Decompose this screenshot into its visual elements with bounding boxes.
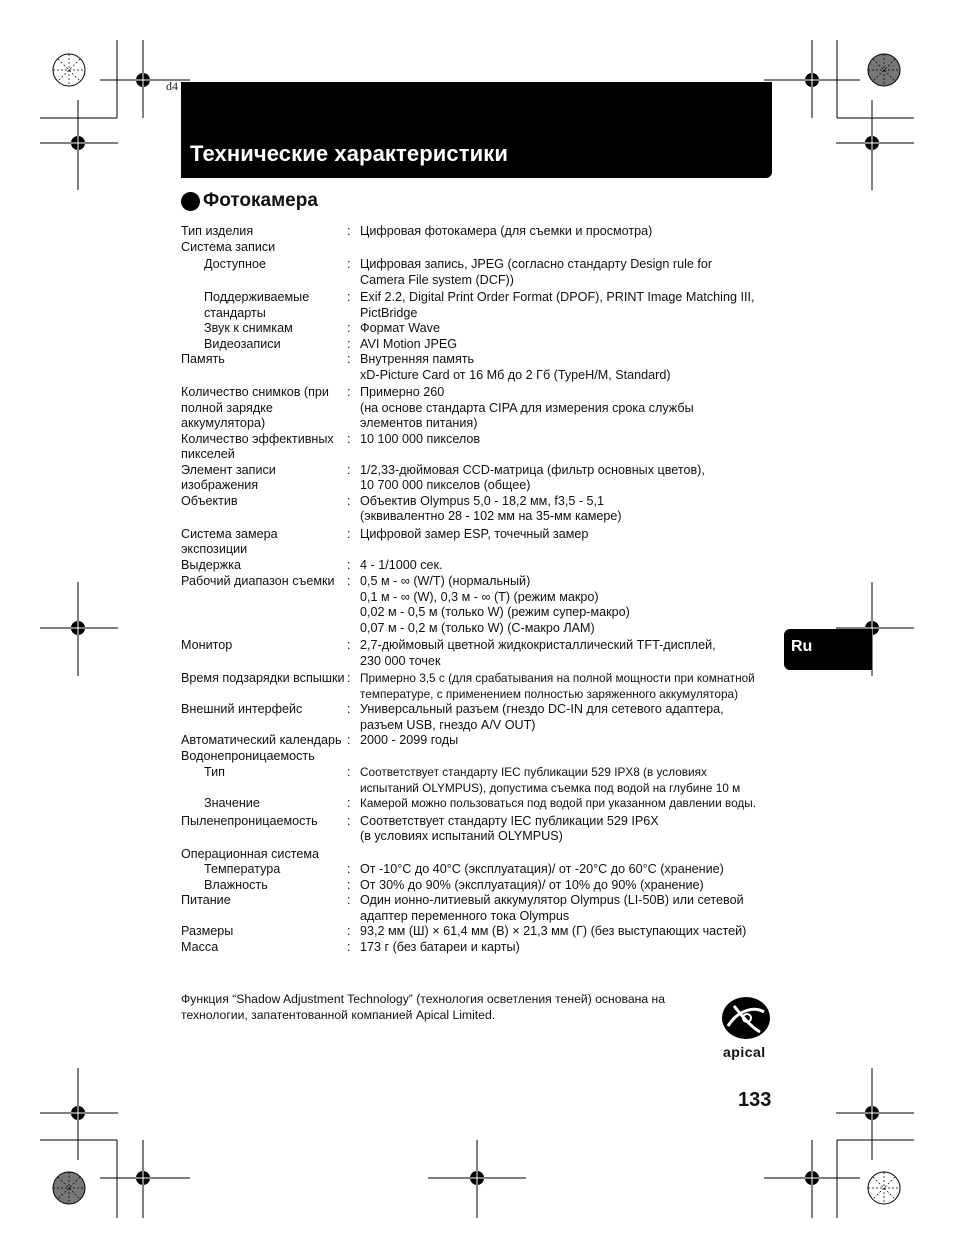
spec-label: Звук к снимкам [204,321,293,335]
spec-value-line: Exif 2.2, Digital Print Order Format (DPOF), PRINT Image Matching III, [360,290,755,304]
spec-separator: : [347,385,351,399]
spec-label: Количество эффективных пикселей [181,431,334,461]
spec-value-line: Примерно 3,5 с (для срабатывания на полной мощности при комнатной [360,671,755,685]
spec-row [181,574,781,636]
spec-value [360,352,781,383]
spec-value [360,796,781,812]
spec-value-line: 0,07 м - 0,2 м (только W) (С-макро ЛАМ) [360,620,595,635]
spec-label: Температура [204,862,281,876]
spec-value-line: Соответствует стандарту IEC публикации 529 IPX8 (в условиях [360,765,707,779]
spec-row [181,924,781,940]
spec-value-line: 10 700 000 пикселов (общее) [360,478,531,492]
spec-value [360,337,781,353]
spec-separator: : [347,526,351,541]
spec-separator: : [347,813,351,828]
page-title: Технические характеристики [190,141,508,166]
spec-separator: : [347,336,351,351]
spec-separator: : [347,462,351,477]
section-title: Фотокамера [203,190,318,211]
spec-label: Монитор [181,638,233,652]
spec-row [181,257,781,288]
spec-value-line: Цифровая фотокамера (для съемки и просмотра) [360,224,653,238]
spec-label: Тип [204,765,225,779]
spec-value [360,940,781,956]
spec-separator: : [347,862,351,876]
spec-value-line: 93,2 мм (Ш) × 61,4 мм (В) × 21,3 мм (Г) (без выступающих частей) [360,924,747,938]
spec-value-line: 230 000 точек [360,653,441,668]
spec-value [360,878,781,894]
spec-row [181,638,781,669]
spec-value-line: разъем USB, гнездо A/V OUT) [360,717,536,732]
spec-value-line: 10 100 000 пикселов [360,431,481,446]
spec-label: Масса [181,939,219,954]
spec-value [360,574,781,636]
language-tab-label: Ru [791,638,813,655]
spec-value-line: температуре, с применением полностью заряженного аккумулятора) [360,686,738,701]
spec-value-line: PictBridge [360,305,418,320]
spec-value [360,893,781,924]
spec-row [181,352,781,383]
spec-separator: : [347,431,351,446]
document-code: d4 [166,79,178,93]
spec-row [181,847,781,863]
spec-separator: : [347,893,351,907]
specifications-table [181,224,781,955]
spec-row [181,814,781,845]
spec-separator: : [347,224,351,238]
spec-value-line: Цифровой замер ESP, точечный замер [360,526,589,541]
spec-value-line: Один ионно-литиевый аккумулятор Olympus (LI-50B) или сетевой [360,893,744,907]
spec-separator: : [347,290,351,304]
spec-separator: : [347,765,351,779]
spec-separator: : [347,939,351,954]
spec-separator: : [347,352,351,366]
spec-value-line: Камерой можно пользоваться под водой при указанном давлении воды. [360,796,757,810]
spec-value-line: испытаний OLYMPUS), допустима съемка под водой на глубине 10 м [360,780,741,795]
spec-value-line: xD-Picture Card от 16 Мб до 2 Гб (TypeH/M, Standard) [360,367,671,382]
spec-value-line: Цифровая запись, JPEG (согласно стандарту Design rule for [360,257,713,271]
spec-label: Память [181,352,225,366]
spec-row [181,494,781,525]
spec-value-line: 0,02 м - 0,5 м (только W) (режим супер-макро) [360,605,630,619]
spec-value [360,702,781,733]
apical-logo-icon [720,996,772,1040]
spec-separator: : [347,796,351,810]
spec-value-line: адаптер переменного тока Olympus [360,908,570,923]
spec-separator: : [347,257,351,271]
spec-value-line: 0,1 м - ∞ (W), 0,3 м - ∞ (T) (режим макро) [360,589,599,604]
spec-value-line: Внутренняя память [360,352,475,366]
spec-label: Элемент записи изображения [181,462,276,492]
footnote: Функция “Shadow Adjustment Technology” (технология осветления теней) основана на технологии, запатентованной компанией Apical Limited. [181,992,666,1022]
spec-value-line: 1/2,33-дюймовая CCD-матрица (фильтр основных цветов), [360,462,705,477]
spec-label: Выдержка [181,557,242,572]
spec-separator: : [347,321,351,335]
spec-row [181,385,781,432]
spec-row [181,432,781,463]
spec-value [360,224,781,240]
spec-value-line: AVI Motion JPEG [360,336,458,351]
bullet-icon [181,192,200,211]
spec-label: Операционная система [181,846,320,861]
spec-value-line: Формат Wave [360,321,440,335]
spec-value [360,733,781,749]
spec-separator: : [347,493,351,508]
spec-value-line: От -10°C до 40°C (эксплуатация)/ от -20°C до 60°C (хранение) [360,862,724,876]
spec-value-line: элементов питания) [360,416,478,430]
spec-value [360,671,781,702]
spec-value [360,385,781,432]
spec-separator: : [347,574,351,588]
spec-value [360,321,781,337]
spec-label: Доступное [204,257,266,271]
spec-value [360,638,781,669]
spec-row [181,702,781,733]
spec-value-line: 0,5 м - ∞ (W/T) (нормальный) [360,574,531,588]
spec-separator: : [347,671,351,685]
spec-row [181,337,781,353]
spec-value-line: 2,7-дюймовый цветной жидкокристаллический TFT-дисплей, [360,638,716,652]
spec-row [181,224,781,240]
spec-value [360,290,781,321]
spec-value [360,432,781,448]
spec-label: Система записи [181,239,276,254]
spec-separator: : [347,702,351,716]
spec-row [181,463,781,494]
spec-value-line: 173 г (без батареи и карты) [360,939,520,954]
spec-row [181,893,781,924]
spec-separator: : [347,924,351,938]
spec-row [181,940,781,956]
spec-label: Система замера экспозиции [181,526,278,556]
spec-separator: : [347,877,351,892]
spec-value [360,527,781,543]
spec-label: Влажность [204,877,268,892]
spec-label: Значение [204,796,260,810]
spec-row [181,527,781,558]
spec-value-line: Camera File system (DCF)) [360,272,514,287]
spec-row [181,765,781,796]
spec-row [181,558,781,574]
spec-value [360,558,781,574]
section-heading [181,190,318,212]
apical-logo-text: apical [723,1044,766,1060]
spec-label: Внешний интерфейс [181,702,303,716]
spec-row [181,733,781,749]
spec-value [360,257,781,288]
spec-value [360,494,781,525]
spec-row [181,862,781,878]
spec-value-line: Универсальный разъем (гнездо DC-IN для сетевого адаптера, [360,702,724,716]
spec-value-line: 4 - 1/1000 сек. [360,557,443,572]
spec-label: Тип изделия [181,224,254,238]
spec-value-line: Объектив Olympus 5,0 - 18,2 мм, f3,5 - 5,1 [360,493,605,508]
spec-label: Водонепроницаемость [181,748,315,763]
spec-value [360,862,781,878]
spec-value-line: Примерно 260 [360,385,445,399]
spec-row [181,321,781,337]
spec-label: Питание [181,893,231,907]
spec-label: Пыленепроницаемость [181,813,318,828]
spec-value-line: Соответствует стандарту IEC публикации 529 IP6X [360,813,659,828]
spec-label: Видеозаписи [204,336,281,351]
spec-label: Время подзарядки вспышки [181,671,345,685]
spec-value-line: 2000 - 2099 годы [360,733,459,747]
spec-row [181,240,781,256]
spec-value [360,924,781,940]
spec-value-line: (на основе стандарта CIPA для измерения срока службы [360,400,694,415]
spec-value [360,765,781,796]
spec-row [181,796,781,812]
spec-separator: : [347,733,351,747]
spec-row [181,290,781,321]
spec-value [360,463,781,494]
spec-label: Рабочий диапазон съемки [181,574,335,588]
spec-separator: : [347,557,351,572]
spec-value [360,814,781,845]
spec-label: Автоматический календарь [181,733,342,747]
spec-value-line: (в условиях испытаний OLYMPUS) [360,829,563,843]
spec-value-line: От 30% до 90% (эксплуатация)/ от 10% до 90% (хранение) [360,877,704,892]
spec-label: Размеры [181,924,234,938]
spec-separator: : [347,638,351,652]
page-number: 133 [738,1089,772,1111]
spec-label: Поддерживаемые стандарты [204,290,310,320]
spec-row [181,749,781,765]
spec-row [181,878,781,894]
spec-value-line: (эквивалентно 28 - 102 мм на 35-мм камере) [360,509,622,523]
spec-row [181,671,781,702]
spec-label: Объектив [181,493,238,508]
spec-label: Количество снимков (при полной зарядке аккумулятора) [181,385,329,430]
